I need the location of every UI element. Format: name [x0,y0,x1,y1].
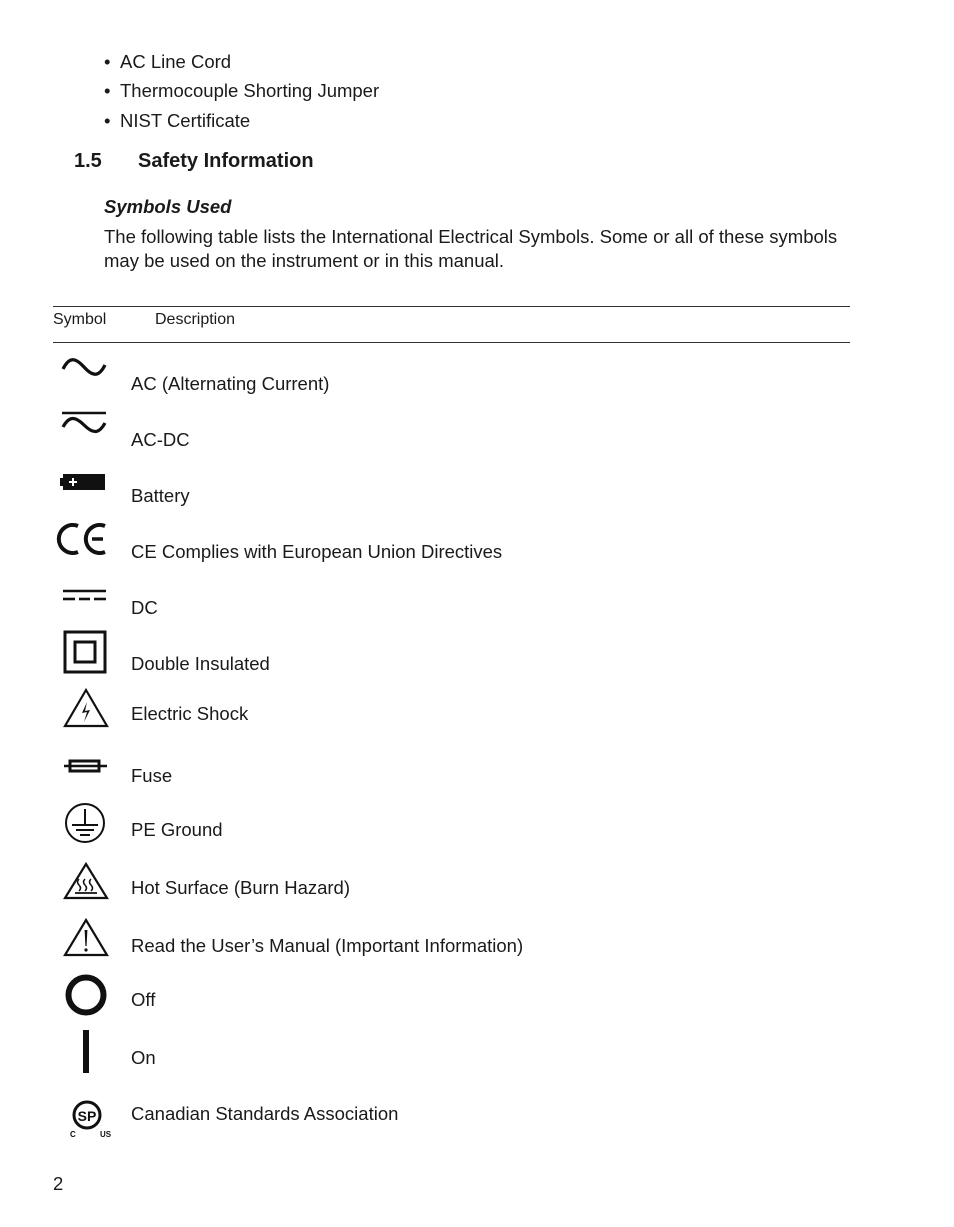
hot-surface-icon [55,859,115,909]
symbol-description: Read the User’s Manual (Important Information) [131,935,524,956]
double-insulated-icon [55,629,115,679]
table-row [53,859,850,909]
table-row [53,685,850,735]
table-row [53,747,850,797]
section-heading [74,150,314,173]
csa-inner-text: SP [77,1108,97,1124]
ac-dc-icon [55,411,115,461]
table-header-symbol: Symbol [53,311,107,328]
csa-us-text: US [100,1130,112,1139]
csa-c-text: C [70,1130,76,1139]
off-icon [55,973,115,1023]
table-row [53,917,850,967]
symbol-description: Battery [131,485,190,506]
symbol-description: CE Complies with European Union Directives [131,541,503,562]
table-row [53,411,850,461]
table-row [53,629,850,679]
symbol-description: Electric Shock [131,703,249,724]
symbol-description: Fuse [131,765,173,786]
section-title: Safety Information [138,150,314,172]
symbol-description: DC [131,597,158,618]
on-icon [55,1027,115,1077]
bullet-item [104,76,379,105]
intro-paragraph: The following table lists the International Electrical Symbols. Some or all of these symbols may be used on the instrument or in this manual. [104,226,838,271]
fuse-icon [55,747,115,797]
table-row [53,579,850,629]
symbol-description: PE Ground [131,819,223,840]
table-row [53,523,850,573]
dc-icon [55,579,115,629]
table-header-rule [53,342,850,343]
table-row [53,467,850,517]
symbol-description: Double Insulated [131,653,270,674]
page-number: 2 [53,1173,64,1194]
table-header-description: Description [155,311,236,328]
warning-icon [55,917,115,967]
ac-wave-icon [55,355,115,405]
bullet-list [104,47,379,135]
bullet-text: AC Line Cord [120,51,232,72]
bullet-text: NIST Certificate [120,109,251,131]
symbol-description: Off [131,989,156,1010]
bullet-item [104,47,379,76]
subheading: Symbols Used [104,196,232,217]
bullet-dot: • [104,51,111,72]
table-row [53,355,850,405]
table-top-rule [53,306,850,307]
table-row [53,973,850,1023]
pe-ground-icon [55,801,115,851]
table-row [53,801,850,851]
bullet-dot: • [104,109,111,131]
electric-shock-icon [55,685,115,735]
symbol-description: AC-DC [131,429,190,450]
ce-mark-icon [55,523,115,573]
symbol-description: AC (Alternating Current) [131,373,330,394]
battery-icon [55,467,115,517]
bullet-dot: • [104,80,111,102]
symbol-description: On [131,1047,156,1068]
csa-icon [55,1096,115,1146]
table-row [53,1096,850,1146]
symbol-description: Canadian Standards Association [131,1103,399,1124]
bullet-text: Thermocouple Shorting Jumper [120,80,380,102]
table-row [53,1027,850,1077]
bullet-item [104,106,379,135]
symbol-description: Hot Surface (Burn Hazard) [131,877,351,898]
section-number: 1.5 [74,150,102,172]
